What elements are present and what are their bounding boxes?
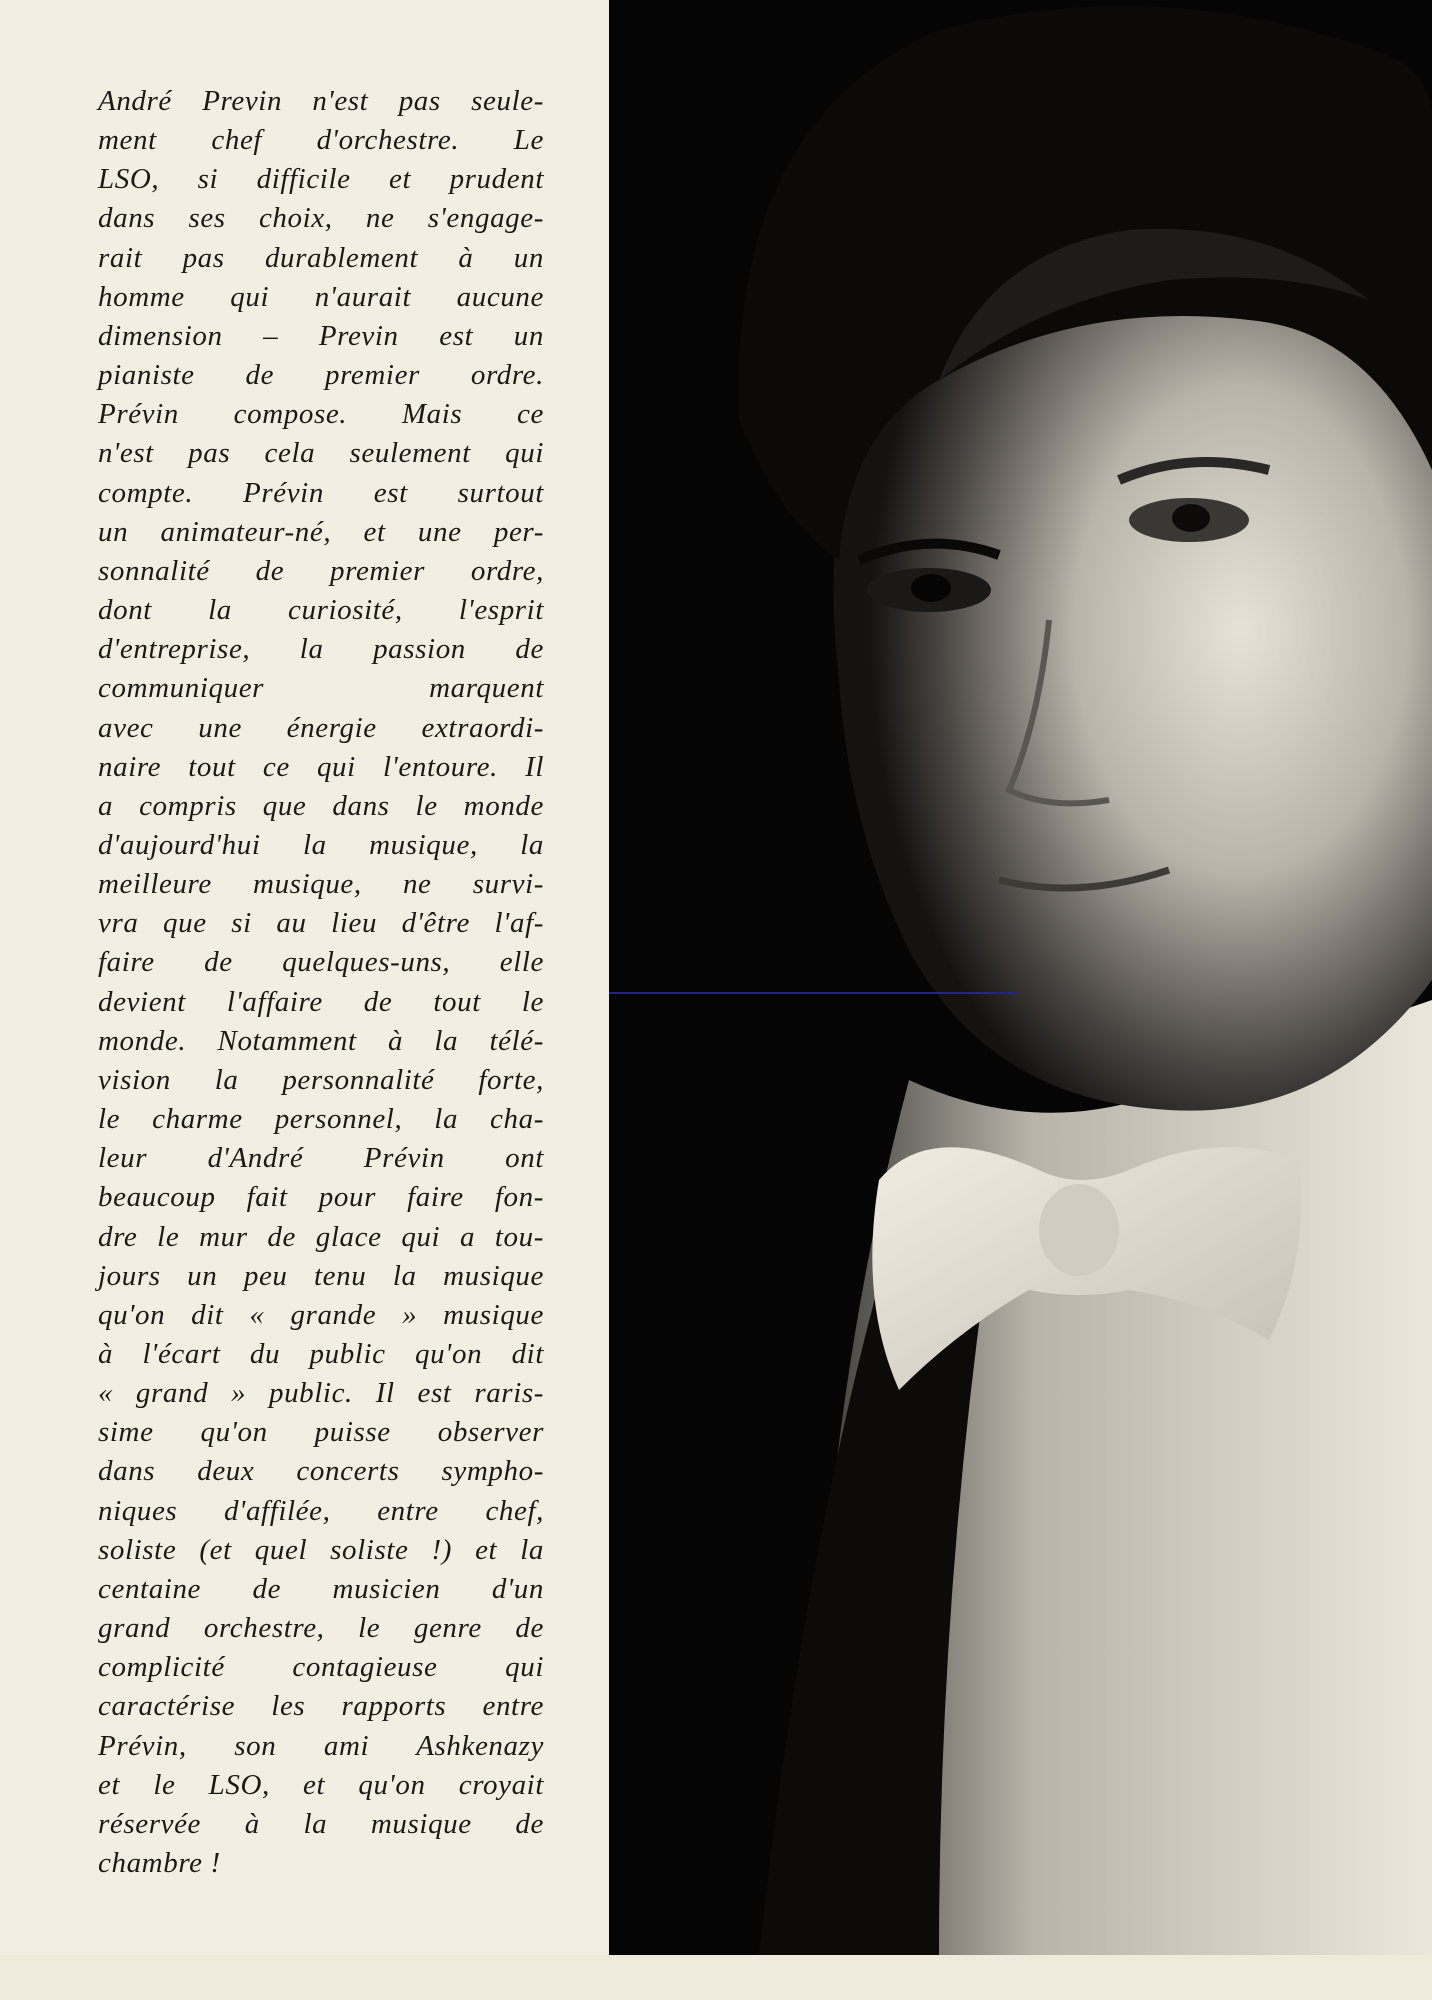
article-line: d'entreprise, la passion de <box>98 633 544 666</box>
article-line: a compris que dans le monde <box>98 789 544 822</box>
right-pupil-shape <box>1172 504 1210 532</box>
article-line: vision la personnalité forte, <box>98 1063 544 1096</box>
article-line: dre le mur de glace qui a tou- <box>98 1220 544 1253</box>
article-line: meilleure musique, ne survi- <box>98 868 544 901</box>
article-line: un animateur-né, et une per- <box>98 515 544 548</box>
article-line: naire tout ce qui l'entoure. Il <box>98 750 544 783</box>
article-line: LSO, si difficile et prudent <box>98 163 544 196</box>
article-text-column <box>98 82 544 1883</box>
article-line: pianiste de premier ordre. <box>98 359 544 392</box>
article-line: qu'on dit « grande » musique <box>98 1298 544 1331</box>
article-line: « grand » public. Il est raris- <box>98 1377 544 1410</box>
article-line: Prévin compose. Mais ce <box>98 398 544 431</box>
article-line: compte. Prévin est surtout <box>98 476 544 509</box>
article-line: sime qu'on puisse observer <box>98 1416 544 1449</box>
article-line: ment chef d'orchestre. Le <box>98 124 544 157</box>
article-line: à l'écart du public qu'on dit <box>98 1338 544 1370</box>
article-line: Prévin, son ami Ashkenazy <box>98 1729 544 1762</box>
article-line: dans deux concerts sympho- <box>98 1455 544 1488</box>
article-line: jours un peu tenu la musique <box>98 1259 544 1292</box>
article-line: sonnalité de premier ordre, <box>98 554 544 587</box>
page-bottom-margin <box>0 1955 1432 2000</box>
article-line: devient l'affaire de tout le <box>98 985 544 1018</box>
article-line: vra que si au lieu d'être l'af- <box>98 907 544 940</box>
article-line: d'aujourd'hui la musique, la <box>98 828 544 861</box>
article-line: André Previn n'est pas seule- <box>98 85 544 117</box>
article-line: homme qui n'aurait aucune <box>98 280 544 313</box>
article-line: avec une énergie extraordi- <box>98 711 544 744</box>
bow-tie-knot-shape <box>1039 1184 1119 1276</box>
article-line: grand orchestre, le genre de <box>98 1612 544 1645</box>
article-line: rait pas durablement à un <box>98 241 544 274</box>
article-line: complicité contagieuse qui <box>98 1651 544 1684</box>
article-line: dont la curiosité, l'esprit <box>98 594 544 627</box>
article-line: chambre ! <box>98 1847 221 1880</box>
article-line: monde. Notamment à la télé- <box>98 1024 544 1057</box>
article-line: et le LSO, et qu'on croyait <box>98 1768 544 1801</box>
article-line: leur d'André Prévin ont <box>98 1142 544 1175</box>
article-line: communiquer marquent <box>98 672 544 705</box>
article-line: réservée à la musique de <box>98 1807 544 1840</box>
article-line: soliste (et quel soliste !) et la <box>98 1533 544 1566</box>
article-line: n'est pas cela seulement qui <box>98 437 544 470</box>
article-line: beaucoup fait pour faire fon- <box>98 1181 544 1214</box>
portrait-illustration <box>609 0 1432 1955</box>
article-line: dimension – Previn est un <box>98 319 544 352</box>
article-line: caractérise les rapports entre <box>98 1690 544 1723</box>
article-line: le charme personnel, la cha- <box>98 1103 544 1136</box>
article-line: niques d'affilée, entre chef, <box>98 1494 544 1527</box>
article-line: faire de quelques-uns, elle <box>98 946 544 979</box>
article-line: dans ses choix, ne s'engage- <box>98 202 544 235</box>
left-pupil-shape <box>911 574 951 602</box>
article-line: centaine de musicien d'un <box>98 1572 544 1605</box>
portrait-photo <box>609 0 1432 1955</box>
